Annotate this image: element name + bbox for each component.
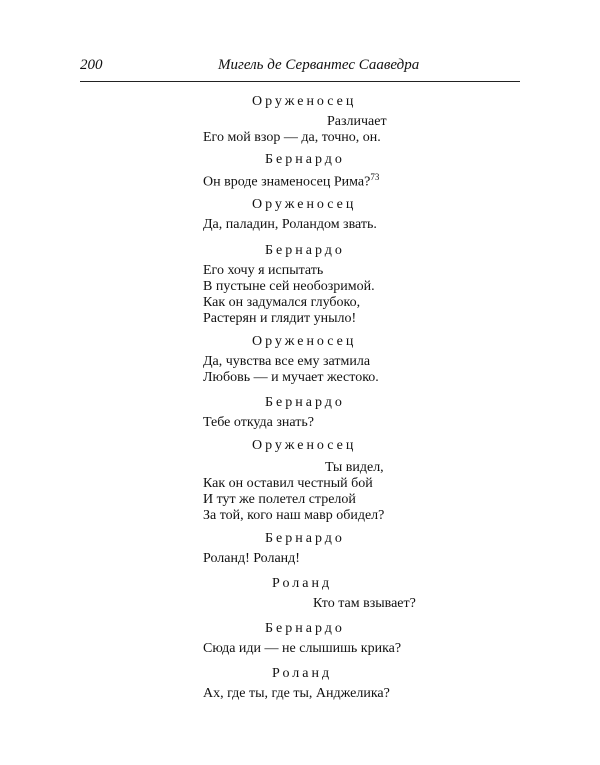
verse-line bbox=[203, 172, 379, 191]
speaker-name: Оруженосец bbox=[252, 438, 357, 453]
verse-line: Сюда иди — не слышишь крика? bbox=[203, 641, 402, 656]
footnote-ref[interactable]: 73 bbox=[370, 172, 380, 182]
verse-line: Ах, где ты, где ты, Анджелика? bbox=[203, 686, 390, 701]
verse-line: Ты видел, bbox=[325, 460, 384, 475]
speaker-name: Бернардо bbox=[265, 243, 345, 258]
verse-line: Его хочу я испытать bbox=[203, 263, 324, 278]
speaker-name: Бернардо bbox=[265, 621, 345, 636]
verse-line: Его мой взор — да, точно, он. bbox=[203, 130, 381, 145]
verse-line: Да, паладин, Роландом звать. bbox=[203, 217, 377, 232]
verse-line: Растерян и глядит уныло! bbox=[203, 311, 357, 326]
speaker-name: Оруженосец bbox=[252, 94, 357, 109]
header-rule bbox=[80, 81, 520, 82]
verse-line: Роланд! Роланд! bbox=[203, 551, 300, 566]
verse-line: За той, кого наш мавр обидел? bbox=[203, 508, 385, 523]
speaker-name: Бернардо bbox=[265, 152, 345, 167]
verse-text: Он вроде знаменосец Рима? bbox=[203, 174, 371, 190]
verse-line: Как он оставил честный бой bbox=[203, 476, 373, 491]
verse-line: Кто там взывает? bbox=[313, 596, 416, 611]
verse-line: И тут же полетел стрелой bbox=[203, 492, 356, 507]
verse-line: Как он задумался глубоко, bbox=[203, 295, 361, 310]
verse-line: Любовь — и мучает жестоко. bbox=[203, 370, 379, 385]
verse-line: Да, чувства все ему затмила bbox=[203, 354, 371, 369]
verse-line: В пустыне сей необозримой. bbox=[203, 279, 375, 294]
speaker-name: Бернардо bbox=[265, 531, 345, 546]
page-number: 200 bbox=[80, 57, 103, 73]
speaker-name: Роланд bbox=[272, 576, 333, 591]
speaker-name: Роланд bbox=[272, 666, 333, 681]
speaker-name: Оруженосец bbox=[252, 197, 357, 212]
verse-line: Различает bbox=[327, 114, 387, 129]
running-title: Мигель де Сервантес Сааведра bbox=[218, 57, 420, 73]
speaker-name: Оруженосец bbox=[252, 334, 357, 349]
verse-line: Тебе откуда знать? bbox=[203, 415, 314, 430]
speaker-name: Бернардо bbox=[265, 395, 345, 410]
